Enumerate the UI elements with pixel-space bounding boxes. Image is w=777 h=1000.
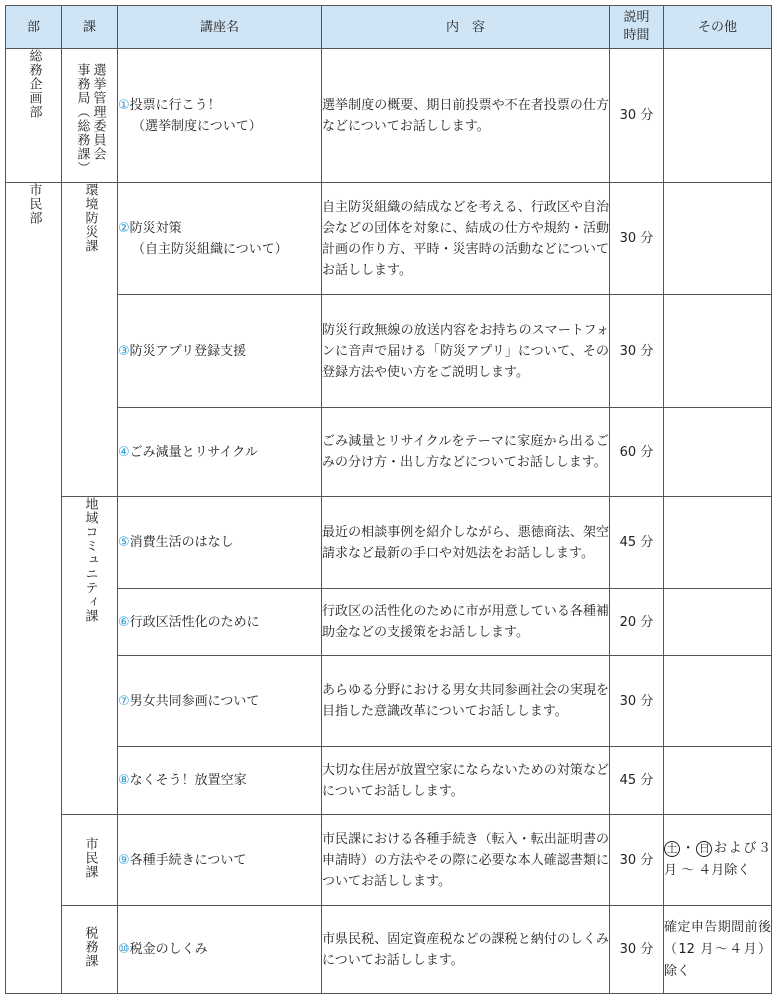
- course-time: 20 分: [610, 589, 664, 656]
- course-subtitle: （選挙制度について）: [132, 118, 262, 134]
- saturday-mark: 土: [664, 841, 680, 857]
- section-label: 税務課: [82, 926, 98, 968]
- course-title: 各種手続きについて: [129, 852, 247, 868]
- course-number: ③: [118, 343, 130, 359]
- table-row: [6, 815, 772, 906]
- course-name: [118, 183, 322, 295]
- header-content: 内 容: [322, 6, 610, 49]
- course-title: 消費生活のはなし: [129, 535, 234, 550]
- sunday-mark: 日: [696, 841, 712, 857]
- section-label: 選挙管理委員会 事務局（総務課）: [74, 63, 106, 175]
- course-title: 男女共同参画について: [129, 693, 260, 709]
- header-bu: 部: [6, 6, 62, 49]
- section-shiminka: [62, 815, 118, 906]
- course-title: 防災対策: [129, 220, 182, 236]
- course-name: [118, 747, 322, 815]
- department-label: 総務企画部: [26, 49, 42, 119]
- section-label: 地域コミュニティ課: [82, 497, 98, 623]
- course-content: 最近の相談事例を紹介しながら、悪徳商法、架空請求など最新の手口や対処法をお話しします。: [322, 497, 610, 589]
- course-number: ④: [118, 444, 130, 460]
- course-time: 30 分: [610, 183, 664, 295]
- course-other: [664, 589, 772, 656]
- course-title: 税金のしくみ: [129, 942, 208, 957]
- course-time: 30 分: [610, 815, 664, 906]
- department-shimin: [6, 183, 62, 994]
- course-time: 45 分: [610, 747, 664, 815]
- course-number: ⑥: [118, 614, 130, 630]
- course-time: 30 分: [610, 49, 664, 183]
- table-row: [6, 295, 772, 408]
- course-name: [118, 656, 322, 747]
- course-title: なくそう！放置空家: [129, 773, 247, 788]
- course-other: [664, 656, 772, 747]
- section-label: 環境防災課: [82, 183, 98, 253]
- department-label: 市民部: [26, 183, 42, 225]
- course-time: 30 分: [610, 295, 664, 408]
- table-row: [6, 497, 772, 589]
- course-content: 選挙制度の概要、期日前投票や不在者投票の仕方などについてお話しします。: [322, 49, 610, 183]
- course-number: ①: [118, 97, 130, 113]
- course-name: [118, 589, 322, 656]
- course-name: [118, 906, 322, 994]
- course-subtitle: （自主防災組織について）: [132, 241, 288, 257]
- course-other: [664, 497, 772, 589]
- course-name: [118, 408, 322, 497]
- course-name: [118, 815, 322, 906]
- header-ka: 課: [62, 6, 118, 49]
- header-row: [6, 6, 772, 49]
- course-content: 防災行政無線の放送内容をお持ちのスマートフォンに音声で届ける「防災アプリ」について、その登録方法や使い方をご説明します。: [322, 295, 610, 408]
- course-number: ②: [118, 220, 130, 236]
- course-number: ⑨: [118, 852, 130, 868]
- course-title: ごみ減量とリサイクル: [129, 444, 258, 460]
- course-title: 防災アプリ登録支援: [129, 343, 247, 359]
- course-name: [118, 497, 322, 589]
- table-row: [6, 408, 772, 497]
- course-name: [118, 295, 322, 408]
- table-row: [6, 589, 772, 656]
- header-other: その他: [664, 6, 772, 49]
- course-title: 投票に行こう！: [129, 97, 221, 113]
- course-other: 確定申告期間前後（12 月～４月）除く: [664, 906, 772, 994]
- course-other: [664, 295, 772, 408]
- header-time-line2: 時間: [623, 28, 650, 43]
- course-number: ⑦: [118, 693, 130, 709]
- course-content: 市県民税、固定資産税などの課税と納付のしくみについてお話しします。: [322, 906, 610, 994]
- course-content: あらゆる分野における男女共同参画社会の実現を目指した意識改革についてお話しします。: [322, 656, 610, 747]
- course-time: 45 分: [610, 497, 664, 589]
- section-senkyo: [62, 49, 118, 183]
- course-content: 自主防災組織の結成などを考える、行政区や自治会などの団体を対象に、結成の仕方や規約・活動計画の作り方、平時・災害時の活動などについてお話しします。: [322, 183, 610, 295]
- course-time: 60 分: [610, 408, 664, 497]
- course-table: [5, 5, 772, 994]
- course-number: ⑤: [118, 535, 130, 550]
- department-somu: [6, 49, 62, 183]
- course-content: 市民課における各種手続き（転入・転出証明書の申請時）の方法やその際に必要な本人確認書類についてお話しします。: [322, 815, 610, 906]
- course-other: 土 ・ 日 および３月 ～ ４月除く: [664, 815, 772, 906]
- course-other: [664, 49, 772, 183]
- table-row: [6, 747, 772, 815]
- section-kankyo: [62, 183, 118, 497]
- course-number: ⑧: [118, 773, 130, 788]
- course-other: [664, 408, 772, 497]
- course-title: 行政区活性化のために: [129, 614, 260, 630]
- header-time-line1: 説明: [623, 10, 650, 25]
- course-time: 30 分: [610, 906, 664, 994]
- table-row: [6, 906, 772, 994]
- header-time: [610, 6, 664, 49]
- section-zeimu: [62, 906, 118, 994]
- section-chiiki: [62, 497, 118, 815]
- table-row: [6, 183, 772, 295]
- header-course: 講座名: [118, 6, 322, 49]
- course-other: [664, 183, 772, 295]
- course-time: 30 分: [610, 656, 664, 747]
- course-content: 大切な住居が放置空家にならないための対策などについてお話しします。: [322, 747, 610, 815]
- table-row: [6, 656, 772, 747]
- table-row: [6, 49, 772, 183]
- section-label: 市民課: [82, 837, 98, 879]
- course-number: ⑩: [118, 942, 130, 957]
- other-text: および３月 ～ ４月除く: [664, 841, 771, 878]
- course-name: [118, 49, 322, 183]
- course-content: 行政区の活性化のために市が用意している各種補助金などの支援策をお話しします。: [322, 589, 610, 656]
- course-other: [664, 747, 772, 815]
- course-content: ごみ減量とリサイクルをテーマに家庭から出るごみの分け方・出し方などについてお話しします。: [322, 408, 610, 497]
